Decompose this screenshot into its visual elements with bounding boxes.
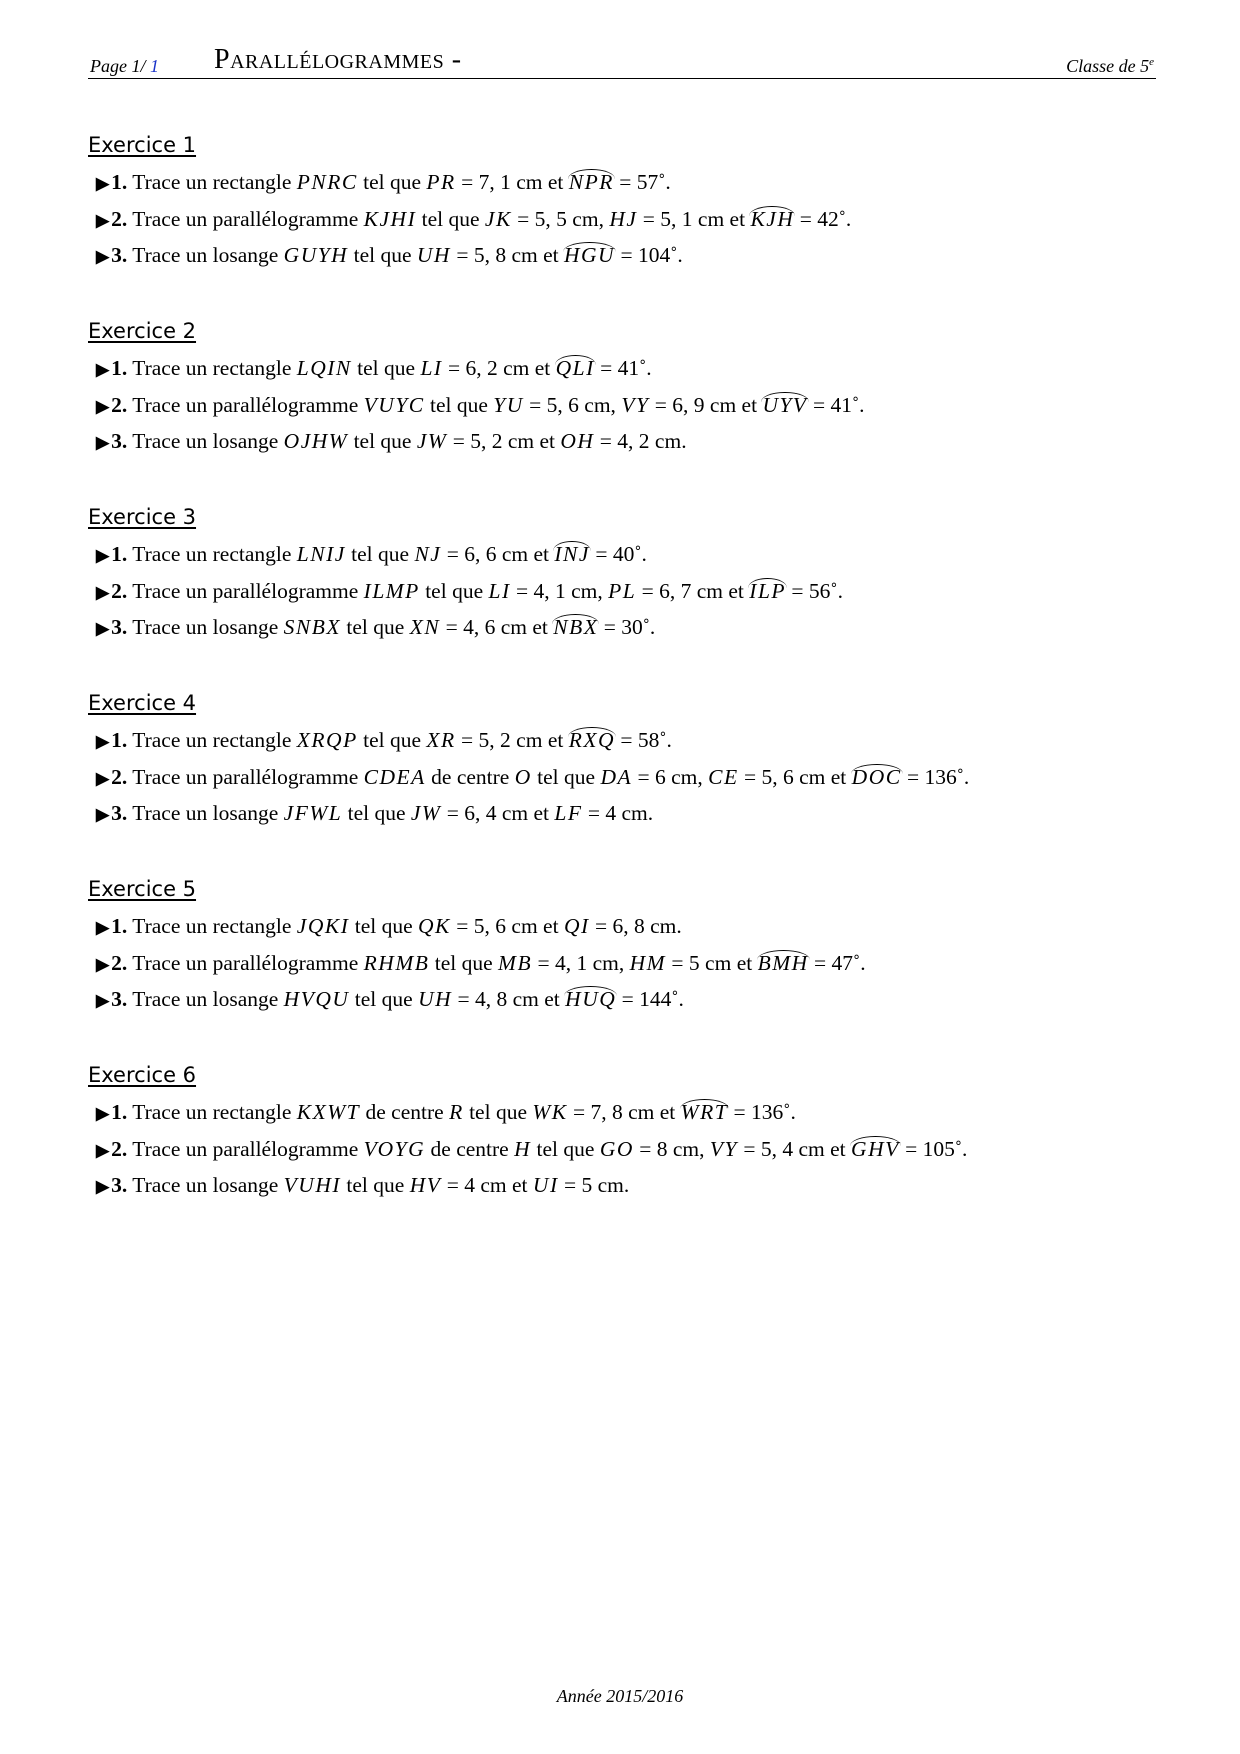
- question-text: tel que: [351, 356, 421, 380]
- exercise-6: [88, 1056, 1156, 1242]
- question-text: Trace un parallélogramme: [132, 1136, 364, 1161]
- question-text: = 4, 6 cm et: [440, 615, 554, 639]
- math-variable: CDEA: [363, 764, 426, 789]
- math-variable: LQIN: [296, 356, 352, 380]
- question-text: = 6, 4 cm et: [441, 801, 555, 825]
- math-variable: R: [449, 1100, 464, 1124]
- question-text: tel que: [357, 728, 427, 752]
- question-text: Trace un parallélogramme: [132, 206, 364, 231]
- math-variable: DA: [600, 764, 633, 789]
- angle-notation: DOC: [852, 759, 902, 796]
- question-text: = 5, 4 cm et: [738, 1136, 852, 1161]
- question-item: [88, 945, 1156, 982]
- question-text: = 58˚.: [615, 728, 672, 752]
- math-variable: VY: [621, 392, 650, 417]
- question-item: [88, 536, 1156, 573]
- angle-notation: RXQ: [569, 722, 615, 759]
- question-number: ▶ 1.: [96, 728, 127, 752]
- question-text: tel que: [531, 1136, 600, 1161]
- math-variable: UI: [532, 1173, 559, 1197]
- question-item: [88, 981, 1156, 1018]
- math-variable: PL: [608, 578, 637, 603]
- question-text: = 7, 1 cm et: [455, 170, 569, 194]
- question-number: ▶ 2.: [96, 207, 127, 231]
- angle-notation: GHV: [851, 1131, 900, 1168]
- question-text: tel que: [348, 243, 417, 267]
- math-variable: HV: [409, 1173, 442, 1197]
- math-variable: PNRC: [296, 170, 358, 194]
- question-text: = 6, 8 cm.: [589, 914, 682, 938]
- math-variable: HJ: [609, 206, 638, 231]
- question-text: = 136˚.: [728, 1100, 796, 1124]
- question-text: = 56˚.: [786, 578, 843, 603]
- question-text: Trace un losange: [132, 429, 284, 453]
- question-text: Trace un losange: [132, 801, 284, 825]
- math-variable: VY: [709, 1136, 738, 1161]
- question-text: = 7, 8 cm et: [567, 1100, 681, 1124]
- math-variable: XN: [409, 615, 441, 639]
- question-text: = 6, 7 cm et: [636, 578, 750, 603]
- question-text: Trace un rectangle: [132, 356, 297, 380]
- math-variable: JW: [416, 429, 448, 453]
- question-item: [88, 908, 1156, 945]
- exercise-4: [88, 684, 1156, 870]
- question-item: [88, 722, 1156, 759]
- question-item: [88, 387, 1156, 424]
- question-text: = 41˚.: [594, 356, 652, 380]
- math-variable: ILMP: [363, 578, 420, 603]
- math-variable: GUYH: [283, 243, 349, 267]
- page-header: [88, 42, 1156, 79]
- math-variable: SNBX: [283, 615, 342, 639]
- angle-notation: KJH: [750, 201, 794, 238]
- question-number: ▶ 3.: [96, 987, 127, 1011]
- math-variable: KXWT: [296, 1100, 361, 1124]
- math-variable: CE: [708, 764, 739, 789]
- question-text: tel que: [341, 1173, 410, 1197]
- question-text: tel que: [348, 429, 417, 453]
- exercise-list: [88, 126, 1156, 1242]
- question-text: = 6, 6 cm et: [441, 542, 555, 566]
- question-text: tel que: [463, 1100, 533, 1124]
- question-text: tel que: [349, 914, 419, 938]
- math-variable: HM: [629, 950, 667, 975]
- question-text: de centre: [425, 764, 515, 789]
- question-text: = 57˚.: [613, 170, 671, 194]
- question-text: Trace un rectangle: [132, 914, 297, 938]
- question-text: = 4, 1 cm,: [510, 578, 609, 603]
- page-total-link[interactable]: 1: [150, 56, 159, 76]
- question-item: [88, 795, 1156, 832]
- exercise-2: [88, 312, 1156, 498]
- question-text: Trace un losange: [132, 615, 284, 639]
- angle-notation: HGU: [564, 237, 615, 274]
- question-item: [88, 201, 1156, 238]
- question-number: ▶ 3.: [96, 243, 127, 267]
- question-text: = 4, 1 cm,: [532, 950, 630, 975]
- question-text: tel que: [341, 615, 410, 639]
- question-text: = 4 cm et: [441, 1173, 533, 1197]
- math-variable: XRQP: [296, 728, 358, 752]
- question-item: [88, 759, 1156, 796]
- question-text: = 4, 2 cm.: [594, 429, 687, 453]
- question-text: = 144˚.: [616, 987, 684, 1011]
- angle-notation: NPR: [569, 164, 614, 201]
- math-variable: YU: [493, 392, 524, 417]
- question-text: = 5 cm.: [558, 1173, 630, 1197]
- question-text: = 4 cm.: [582, 801, 654, 825]
- angle-notation: BMH: [758, 945, 809, 982]
- question-number: ▶ 2.: [96, 951, 127, 975]
- question-text: = 5, 6 cm et: [450, 914, 564, 938]
- question-text: = 6, 2 cm et: [442, 356, 556, 380]
- question-text: Trace un parallélogramme: [132, 764, 364, 789]
- question-item: [88, 423, 1156, 460]
- question-item: [88, 237, 1156, 274]
- math-variable: PR: [426, 170, 456, 194]
- question-text: = 8 cm,: [633, 1136, 710, 1161]
- math-variable: LNIJ: [296, 542, 346, 566]
- math-variable: OJHW: [283, 429, 349, 453]
- question-text: Trace un losange: [132, 243, 284, 267]
- angle-notation: HUQ: [565, 981, 616, 1018]
- exercise-title: Exercice 1: [88, 133, 197, 157]
- page-label: Page 1/: [90, 56, 146, 76]
- question-text: Trace un parallélogramme: [132, 578, 364, 603]
- question-text: de centre: [360, 1100, 450, 1124]
- math-variable: VOYG: [363, 1136, 426, 1161]
- question-text: Trace un losange: [132, 987, 284, 1011]
- exercise-title: Exercice 3: [88, 505, 197, 529]
- math-variable: H: [514, 1136, 532, 1161]
- question-number: ▶ 3.: [96, 1173, 127, 1197]
- question-number: ▶ 2.: [96, 579, 127, 603]
- question-item: [88, 609, 1156, 646]
- question-text: Trace un parallélogramme: [132, 392, 364, 417]
- exercise-3: [88, 498, 1156, 684]
- math-variable: LF: [554, 801, 583, 825]
- question-text: tel que: [424, 392, 494, 417]
- math-variable: XR: [426, 728, 456, 752]
- math-variable: O: [514, 764, 532, 789]
- question-text: = 5, 6 cm et: [738, 764, 852, 789]
- question-number: ▶ 1.: [96, 1100, 127, 1124]
- question-text: tel que: [531, 764, 601, 789]
- question-item: [88, 164, 1156, 201]
- exercise-5: [88, 870, 1156, 1056]
- angle-notation: NBX: [553, 609, 598, 646]
- angle-notation: ILP: [749, 573, 786, 610]
- question-item: [88, 350, 1156, 387]
- math-variable: RHMB: [363, 950, 430, 975]
- question-number: ▶ 1.: [96, 170, 127, 194]
- math-variable: KJHI: [363, 206, 417, 231]
- question-text: = 5, 2 cm et: [447, 429, 561, 453]
- question-text: Trace un losange: [132, 1173, 284, 1197]
- question-number: ▶ 2.: [96, 1137, 127, 1161]
- math-variable: LI: [420, 356, 443, 380]
- question-number: ▶ 1.: [96, 356, 127, 380]
- question-text: tel que: [349, 987, 419, 1011]
- question-text: = 5 cm et: [666, 950, 758, 975]
- question-item: [88, 1131, 1156, 1168]
- question-text: = 5, 2 cm et: [455, 728, 569, 752]
- math-variable: NJ: [414, 542, 442, 566]
- class-text: Classe de 5: [1066, 56, 1150, 76]
- exercise-1: [88, 126, 1156, 312]
- math-variable: GO: [599, 1136, 634, 1161]
- question-text: = 105˚.: [899, 1136, 968, 1161]
- angle-notation: QLI: [556, 350, 595, 387]
- question-number: ▶ 1.: [96, 914, 127, 938]
- question-text: tel que: [345, 542, 415, 566]
- math-variable: HVQU: [283, 987, 350, 1011]
- math-variable: JW: [410, 801, 442, 825]
- math-variable: VUHI: [283, 1173, 342, 1197]
- page-footer: Année 2015/2016: [556, 1686, 684, 1706]
- question-text: = 42˚.: [794, 206, 852, 231]
- question-text: tel que: [342, 801, 411, 825]
- angle-notation: UYV: [762, 387, 807, 424]
- question-text: tel que: [429, 950, 499, 975]
- angle-notation: INJ: [554, 536, 590, 573]
- question-number: ▶ 3.: [96, 801, 127, 825]
- question-number: ▶ 3.: [96, 429, 127, 453]
- question-text: = 41˚.: [807, 392, 865, 417]
- document-title: Parallélogrammes -: [214, 44, 462, 75]
- question-text: = 136˚.: [901, 764, 970, 789]
- exercise-title: Exercice 2: [88, 319, 197, 343]
- question-text: = 4, 8 cm et: [452, 987, 566, 1011]
- question-number: ▶ 3.: [96, 615, 127, 639]
- math-variable: UH: [416, 243, 451, 267]
- question-text: Trace un rectangle: [132, 728, 297, 752]
- math-variable: JQKI: [296, 914, 350, 938]
- math-variable: JK: [484, 206, 512, 231]
- question-number: ▶ 2.: [96, 393, 127, 417]
- class-label: [1066, 56, 1154, 77]
- question-text: tel que: [416, 206, 485, 231]
- question-text: = 5, 1 cm et: [637, 206, 751, 231]
- question-number: ▶ 2.: [96, 765, 127, 789]
- question-text: = 104˚.: [615, 243, 683, 267]
- question-text: = 47˚.: [808, 950, 866, 975]
- math-variable: UH: [418, 987, 453, 1011]
- math-variable: OH: [560, 429, 595, 453]
- math-variable: JFWL: [283, 801, 343, 825]
- question-text: = 5, 6 cm,: [523, 392, 622, 417]
- math-variable: MB: [498, 950, 533, 975]
- question-text: Trace un rectangle: [132, 542, 297, 566]
- question-text: Trace un parallélogramme: [132, 950, 364, 975]
- question-text: tel que: [419, 578, 489, 603]
- question-text: = 6, 9 cm et: [649, 392, 763, 417]
- math-variable: QI: [563, 914, 590, 938]
- question-text: tel que: [357, 170, 427, 194]
- question-text: = 6 cm,: [632, 764, 709, 789]
- math-variable: VUYC: [363, 392, 425, 417]
- exercise-title: Exercice 6: [88, 1063, 197, 1087]
- question-text: Trace un rectangle: [132, 170, 297, 194]
- exercise-title: Exercice 5: [88, 877, 197, 901]
- question-text: = 5, 8 cm et: [450, 243, 564, 267]
- question-text: = 5, 5 cm,: [511, 206, 610, 231]
- question-item: [88, 573, 1156, 610]
- class-superscript: e: [1149, 56, 1154, 68]
- question-text: Trace un rectangle: [132, 1100, 297, 1124]
- math-variable: LI: [488, 578, 511, 603]
- question-number: ▶ 1.: [96, 542, 127, 566]
- exercise-title: Exercice 4: [88, 691, 197, 715]
- math-variable: QK: [418, 914, 451, 938]
- question-text: de centre: [425, 1136, 515, 1161]
- page-indicator: [90, 56, 159, 77]
- question-text: = 40˚.: [589, 542, 647, 566]
- math-variable: WK: [532, 1100, 568, 1124]
- question-item: [88, 1167, 1156, 1204]
- question-item: [88, 1094, 1156, 1131]
- question-text: = 30˚.: [598, 615, 656, 639]
- angle-notation: WRT: [681, 1094, 729, 1131]
